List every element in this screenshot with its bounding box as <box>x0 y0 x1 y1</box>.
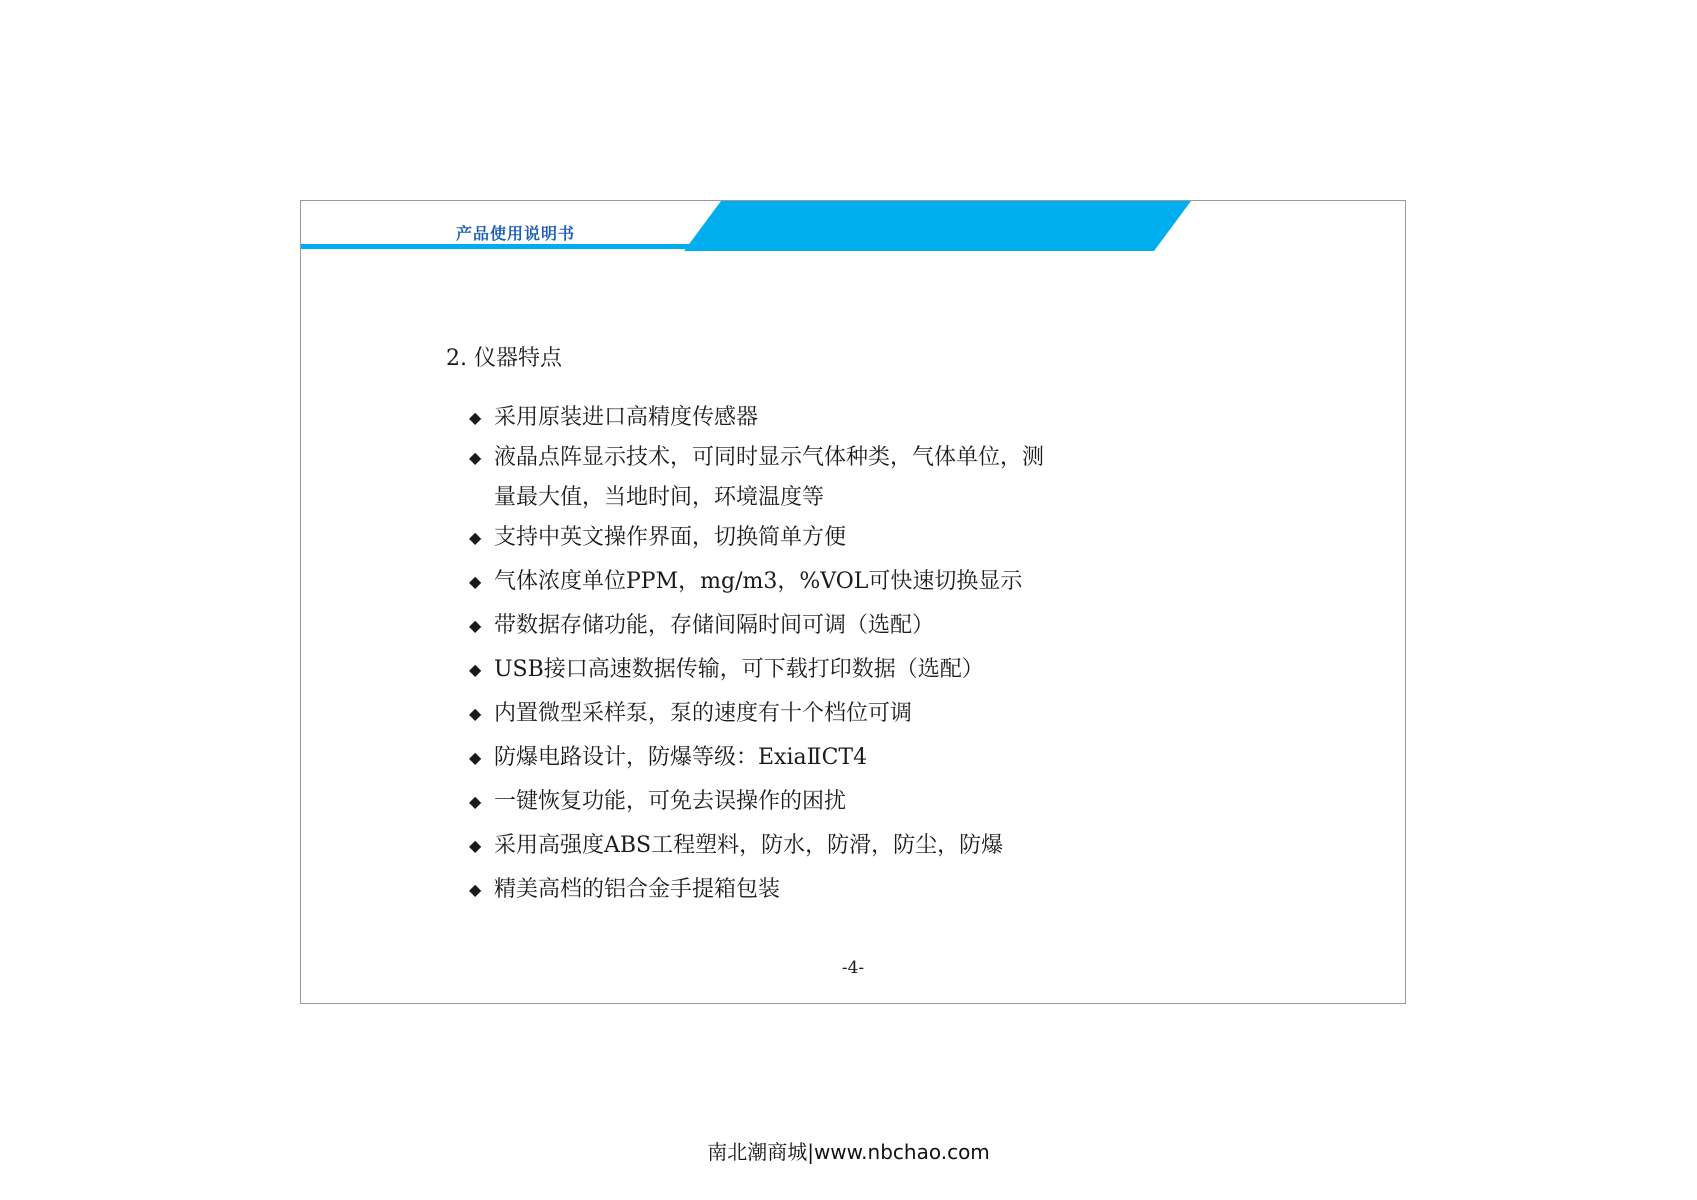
diamond-bullet-icon: ◆ <box>469 572 482 591</box>
feature-text: 带数据存储功能，存储间隔时间可调（选配） <box>494 613 935 638</box>
feature-text: 气体浓度单位PPM，mg/m3，%VOL可快速切换显示 <box>494 569 1023 594</box>
feature-text: 防爆电路设计，防爆等级：ExiaⅡCT4 <box>494 745 868 770</box>
feature-item <box>469 738 1229 778</box>
diamond-bullet-icon: ◆ <box>469 616 482 635</box>
feature-item <box>469 606 1229 646</box>
feature-item <box>469 518 1229 558</box>
feature-text: 支持中英文操作界面，切换简单方便 <box>494 525 847 550</box>
feature-item <box>469 438 1054 518</box>
feature-text: 液晶点阵显示技术，可同时显示气体种类，气体单位，测量最大值，当地时间，环境温度等 <box>494 445 1045 510</box>
diamond-bullet-icon: ◆ <box>469 704 482 723</box>
feature-item <box>469 870 1229 910</box>
page-number: -4- <box>841 958 865 978</box>
section-heading: 2. 仪器特点 <box>446 346 562 371</box>
feature-text: 内置微型采样泵，泵的速度有十个档位可调 <box>494 701 913 726</box>
feature-item <box>469 398 1229 438</box>
feature-item <box>469 782 1229 822</box>
manual-page <box>300 200 1406 1004</box>
feature-item <box>469 694 1229 734</box>
diamond-bullet-icon: ◆ <box>469 528 482 547</box>
diamond-bullet-icon: ◆ <box>469 836 482 855</box>
feature-text: 采用高强度ABS工程塑料，防水，防滑，防尘，防爆 <box>494 833 1004 858</box>
diamond-bullet-icon: ◆ <box>469 408 482 427</box>
diamond-bullet-icon: ◆ <box>469 748 482 767</box>
feature-list <box>469 398 1229 910</box>
feature-item <box>469 826 1229 866</box>
diamond-bullet-icon: ◆ <box>469 660 482 679</box>
feature-text: USB接口高速数据传输，可下载打印数据（选配） <box>494 657 984 682</box>
feature-text: 精美高档的铝合金手提箱包装 <box>494 877 781 902</box>
manual-title: 产品使用说明书 <box>456 224 576 243</box>
feature-text: 一键恢复功能，可免去误操作的困扰 <box>494 789 847 814</box>
diamond-bullet-icon: ◆ <box>469 792 482 811</box>
feature-text: 采用原装进口高精度传感器 <box>494 405 759 430</box>
feature-item <box>469 650 1229 690</box>
diamond-bullet-icon: ◆ <box>469 448 482 467</box>
site-footer-link[interactable]: 南北潮商城|www.nbchao.com <box>707 1140 990 1164</box>
diamond-bullet-icon: ◆ <box>469 880 482 899</box>
header-band <box>301 201 1405 251</box>
feature-item <box>469 562 1229 602</box>
